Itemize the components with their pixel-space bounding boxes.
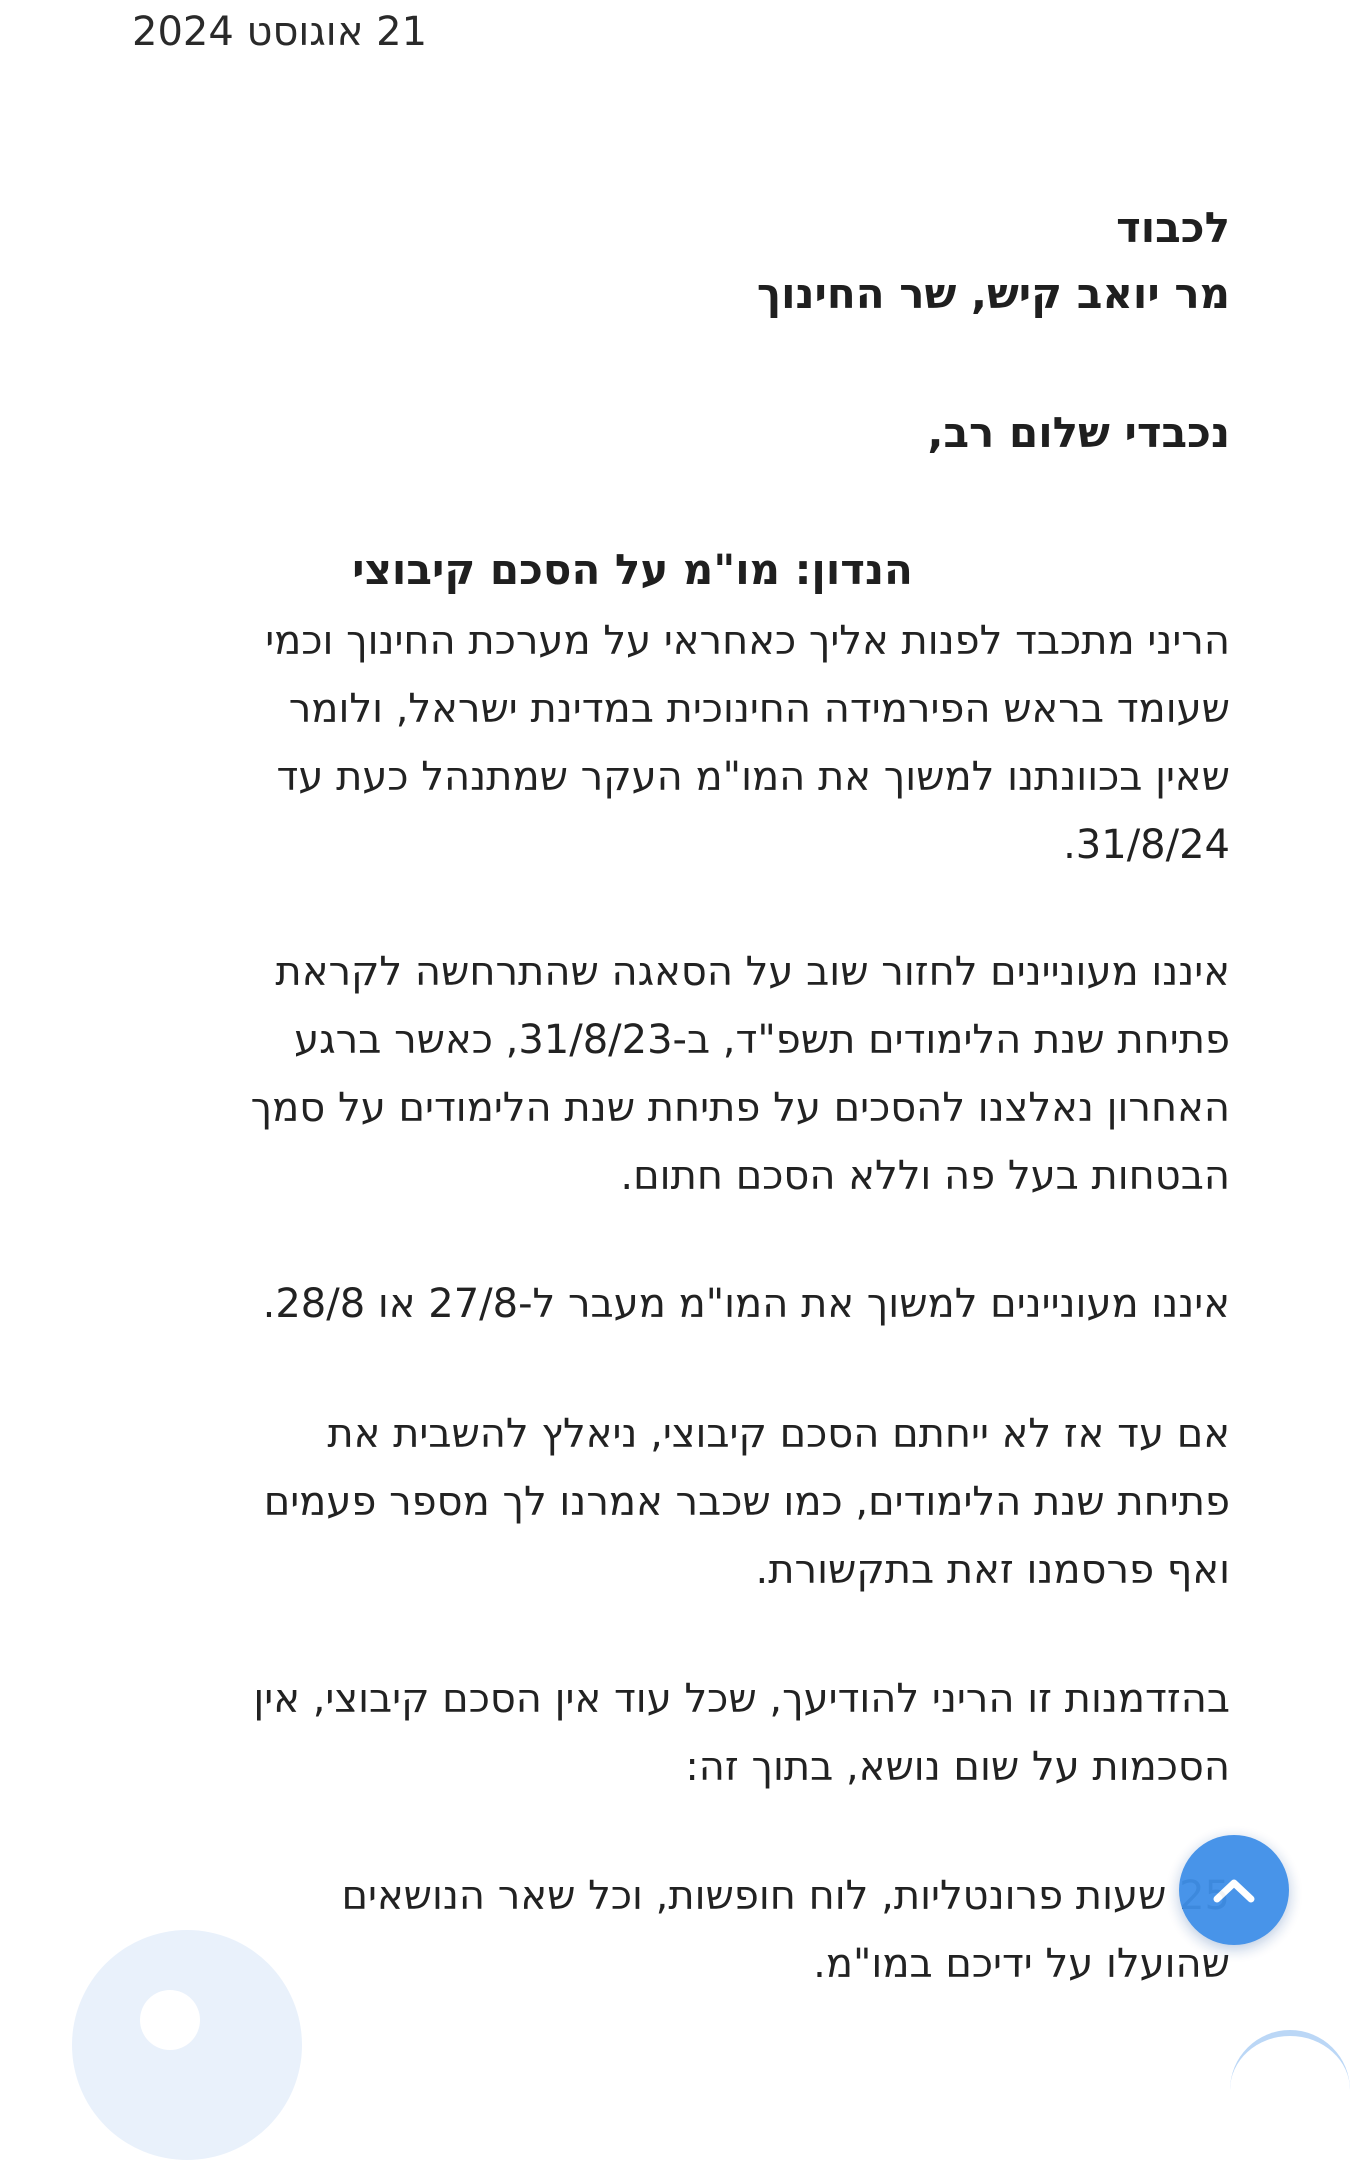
paragraph-5: [253, 1665, 1230, 1801]
paragraph-line: בהזדמנות זו הריני להודיעך, שכל עוד אין הסכם קיבוצי, אין: [253, 1676, 1230, 1722]
recipient-block: [140, 195, 1230, 327]
paragraph-line: שהועלו על ידיכם במו"מ.: [813, 1941, 1230, 1987]
decorative-circle: [72, 1930, 302, 2160]
paragraph-line: הסכמות על שום נושא, בתוך זה:: [685, 1744, 1230, 1790]
paragraph-line: איננו מעוניינים לחזור שוב על הסאגה שהתרחשה לקראת: [275, 949, 1230, 995]
decorative-circle-inner: [140, 1990, 200, 2050]
decorative-arc: [1230, 2030, 1350, 2096]
letter-subject: הנדון: מו"מ על הסכם קיבוצי: [352, 545, 913, 594]
paragraph-line: ואף פרסמנו זאת בתקשורת.: [755, 1547, 1230, 1593]
paragraph-line: איננו מעוניינים למשוך את המו"מ מעבר ל-27/8 או 28/8.: [262, 1281, 1230, 1327]
paragraph-line: הריני מתכבד לפנות אליך כאחראי על מערכת החינוך וכמי: [265, 618, 1230, 664]
greeting: נכבדי שלום רב,: [927, 408, 1230, 457]
paragraph-2: [251, 938, 1230, 1210]
paragraph-line: אם עד אז לא ייחתם הסכם קיבוצי, ניאלץ להשבית את: [327, 1411, 1230, 1457]
paragraph-line: האחרון נאלצנו להסכים על פתיחת שנת הלימודים על סמך: [250, 1085, 1230, 1131]
chevron-up-icon: [1211, 1875, 1257, 1905]
paragraph-4: [264, 1400, 1230, 1604]
paragraph-line: 31/8/24.: [1063, 822, 1230, 868]
paragraph-line: פתיחת שנת הלימודים תשפ"ד, ב-31/8/23, כאשר ברגע: [294, 1017, 1230, 1063]
scroll-to-top-button[interactable]: [1179, 1835, 1289, 1945]
paragraph-line: פתיחת שנת הלימודים, כמו שכבר אמרנו לך מספר פעמים: [263, 1479, 1230, 1525]
paragraph-3: [263, 1270, 1230, 1338]
recipient-prefix: לכבוד: [1116, 203, 1230, 252]
paragraph-line: הבטחות בעל פה וללא הסכם חתום.: [620, 1153, 1230, 1199]
greeting-block: [140, 400, 1230, 466]
paragraph-1: [265, 607, 1230, 879]
recipient-name: מר יואב קיש, שר החינוך: [756, 269, 1230, 318]
paragraph-line: שעומד בראש הפירמידה החינוכית במדינת ישראל, ולומר: [288, 686, 1230, 732]
letter-date: 21 אוגוסט 2024: [132, 9, 428, 55]
paragraph-line: שאין בכוונתנו למשוך את המו"מ העקר שמתנהל כעת עד: [276, 754, 1230, 800]
paragraph-line: שעות פרונטליות, לוח חופשות, וכל שאר הנושאים: [341, 1873, 1167, 1919]
paragraph-6: [341, 1862, 1230, 1998]
